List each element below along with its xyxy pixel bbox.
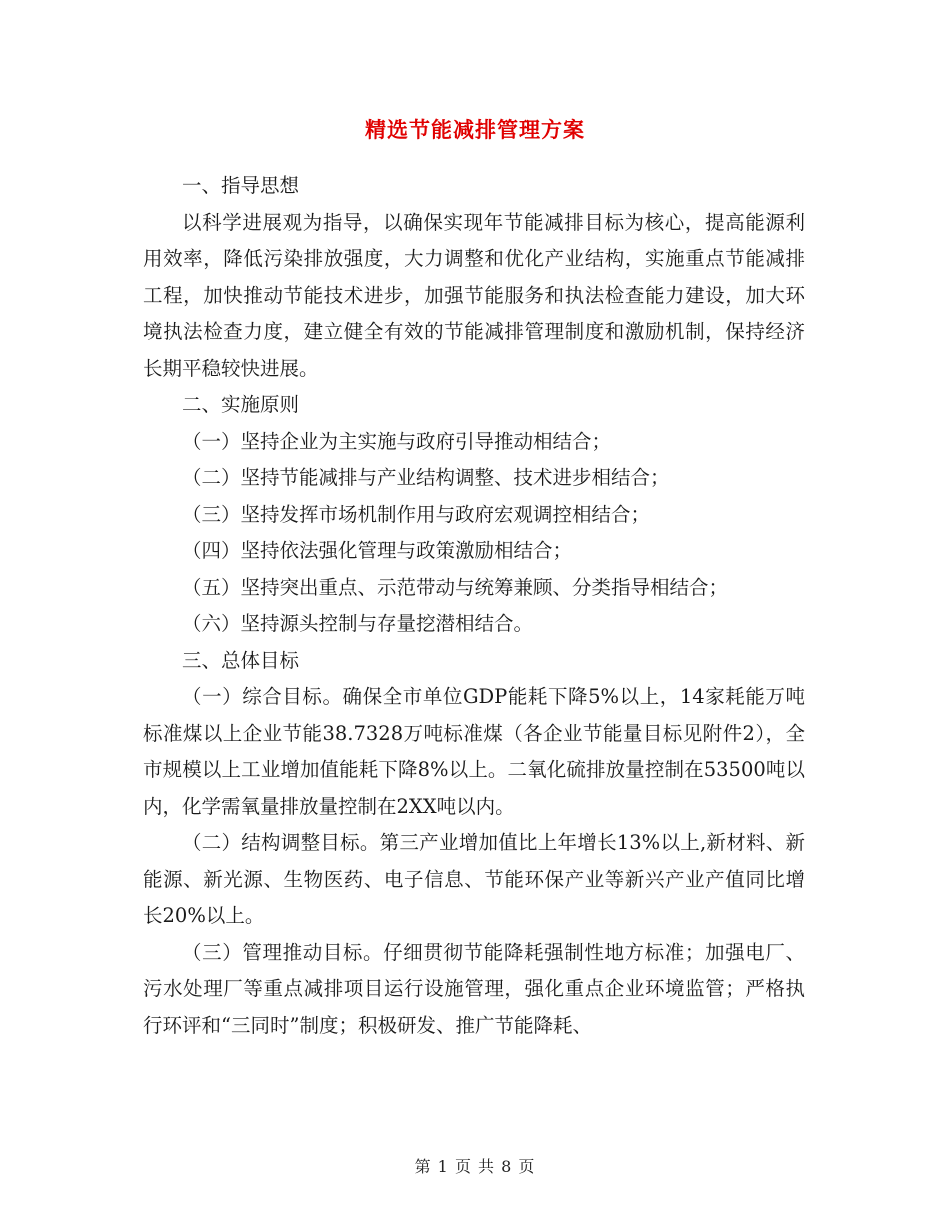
- section-heading-2: 二、实施原则: [182, 393, 300, 416]
- principle-item-4: （四）坚持依法强化管理与政策激励相结合；: [182, 539, 573, 562]
- section-heading-3: 三、总体目标: [182, 648, 300, 672]
- principle-item-1: （一）坚持企业为主实施与政府引导推动相结合；: [182, 429, 612, 453]
- page-footer: 第 1 页 共 8 页: [414, 1157, 536, 1176]
- paragraph-structure-goal: （二）结构调整目标。第三产业增加值比上年增长13%以上,新材料、新能源、新光源、生物医药、电子信息、节能环保产业等新兴产业产值同比增长20%以上。: [143, 831, 805, 927]
- paragraph-overall-goal: （一）综合目标。确保全市单位GDP能耗下降5%以上，14家耗能万吨标准煤以上企业节能38.7328万吨标准煤（各企业节能量目标见附件2），全市规模以上工业增加值能耗下降8%以上。二氧化硫排放量控制在53500吨以内，化学需氧量排放量控制在2XX吨以内。: [143, 685, 805, 818]
- principle-item-2: （二）坚持节能减排与产业结构调整、技术进步相结合；: [182, 466, 670, 489]
- principle-item-5: （五）坚持突出重点、示范带动与统筹兼顾、分类指导相结合；: [182, 575, 729, 599]
- document-title: 精选节能减排管理方案: [365, 117, 585, 142]
- paragraph-guiding-thought: 以科学进展观为指导，以确保实现年节能减排目标为核心，提高能源利用效率，降低污染排放强度，大力调整和优化产业结构，实施重点节能减排工程，加快推动节能技术进步，加强节能服务和执法检查能力建设，加大环境执法检查力度，建立健全有效的节能减排管理制度和激励机制，保持经济长期平稳较快进展。: [143, 210, 805, 380]
- principle-item-3: （三）坚持发挥市场机制作用与政府宏观调控相结合；: [182, 502, 651, 526]
- paragraph-management-goal: （三）管理推动目标。仔细贯彻节能降耗强制性地方标准；加强电厂、污水处理厂等重点减排项目运行设施管理，强化重点企业环境监管；严格执行环评和“三同时”制度；积极研发、推广节能降耗、: [143, 940, 805, 1037]
- document-body: [143, 168, 805, 1044]
- principle-item-6: （六）坚持源头控制与存量挖潜相结合。: [182, 612, 534, 635]
- section-heading-1: 一、指导思想: [182, 174, 300, 197]
